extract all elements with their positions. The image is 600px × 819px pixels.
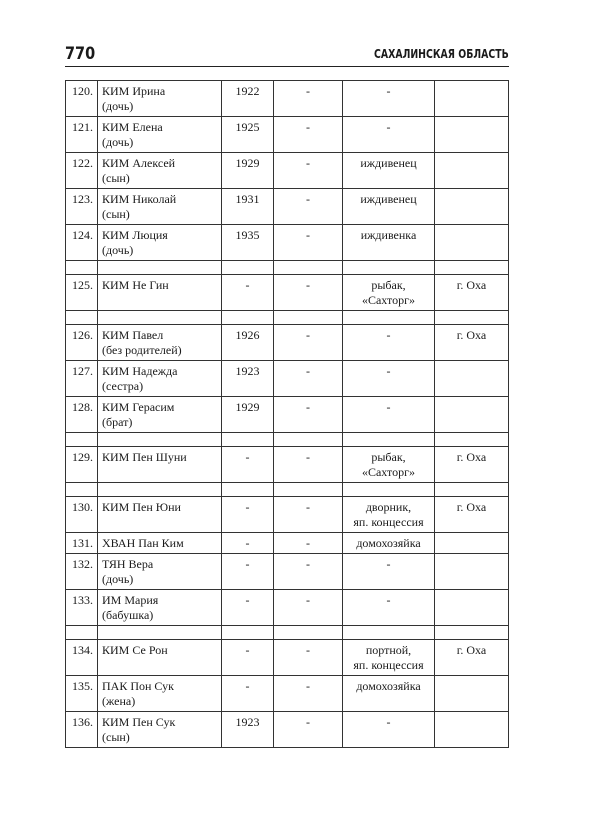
occupation-line-1: - [386, 593, 391, 607]
occupation-cell [343, 497, 435, 533]
empty-cell [274, 483, 343, 497]
person-name-cell [98, 325, 222, 361]
empty-cell [66, 433, 98, 447]
column-4-cell: - [274, 81, 343, 117]
record-number-cell: 124. [66, 225, 98, 261]
record-number-cell: 135. [66, 676, 98, 712]
empty-cell [435, 626, 509, 640]
occupation-cell [343, 640, 435, 676]
person-name: КИМ Герасим [102, 400, 175, 414]
occupation-cell [343, 189, 435, 225]
person-name-cell [98, 225, 222, 261]
column-4-cell: - [274, 225, 343, 261]
empty-cell [274, 261, 343, 275]
person-relation: (сын) [102, 730, 130, 744]
occupation-cell [343, 117, 435, 153]
birth-year-cell: 1935 [222, 225, 274, 261]
occupation-line-1: - [386, 364, 391, 378]
occupation-line-2: «Сахторг» [361, 465, 416, 479]
person-name-cell [98, 397, 222, 433]
person-name: КИМ Ирина [102, 84, 166, 98]
birth-year-cell: - [222, 554, 274, 590]
person-relation: (сестра) [102, 379, 144, 393]
column-4-cell: - [274, 533, 343, 554]
occupation-cell [343, 554, 435, 590]
birth-year-cell: - [222, 676, 274, 712]
person-name-cell [98, 533, 222, 554]
occupation-cell [343, 225, 435, 261]
birth-year-cell: - [222, 275, 274, 311]
person-name-cell [98, 81, 222, 117]
birth-year-cell: 1923 [222, 712, 274, 748]
person-name: КИМ Пен Сук [102, 715, 176, 729]
birth-year-cell: 1929 [222, 153, 274, 189]
page-header [65, 44, 509, 66]
table-row [66, 225, 509, 261]
occupation-cell [343, 397, 435, 433]
table-row [66, 153, 509, 189]
person-name-cell [98, 189, 222, 225]
record-number-cell: 131. [66, 533, 98, 554]
records-table [65, 80, 509, 748]
place-cell: г. Оха [435, 325, 509, 361]
empty-cell [343, 433, 435, 447]
occupation-cell [343, 153, 435, 189]
table-row [66, 325, 509, 361]
empty-cell [66, 311, 98, 325]
person-relation: (бабушка) [102, 608, 154, 622]
record-number-cell: 129. [66, 447, 98, 483]
occupation-cell [343, 533, 435, 554]
column-4-cell: - [274, 275, 343, 311]
birth-year-cell: 1922 [222, 81, 274, 117]
occupation-line-1: домохозяйка [356, 536, 421, 550]
empty-cell [98, 483, 222, 497]
place-cell [435, 676, 509, 712]
empty-cell [222, 483, 274, 497]
spacer-row [66, 626, 509, 640]
empty-cell [98, 261, 222, 275]
occupation-cell [343, 712, 435, 748]
birth-year-cell: - [222, 533, 274, 554]
place-cell [435, 225, 509, 261]
person-name: КИМ Елена [102, 120, 163, 134]
record-number-cell: 136. [66, 712, 98, 748]
place-cell [435, 117, 509, 153]
person-name: КИМ Се Рон [102, 643, 168, 657]
record-number-cell: 127. [66, 361, 98, 397]
person-name: КИМ Люция [102, 228, 168, 242]
column-4-cell: - [274, 361, 343, 397]
empty-cell [343, 311, 435, 325]
empty-cell [274, 311, 343, 325]
occupation-line-1: портной, [365, 643, 412, 657]
birth-year-cell: 1925 [222, 117, 274, 153]
occupation-line-1: дворник, [365, 500, 412, 514]
record-number-cell: 120. [66, 81, 98, 117]
table-row [66, 533, 509, 554]
empty-cell [343, 483, 435, 497]
column-4-cell: - [274, 153, 343, 189]
column-4-cell: - [274, 590, 343, 626]
person-name-cell [98, 361, 222, 397]
spacer-row [66, 433, 509, 447]
place-cell [435, 554, 509, 590]
place-cell: г. Оха [435, 640, 509, 676]
column-4-cell: - [274, 554, 343, 590]
record-number-cell: 121. [66, 117, 98, 153]
person-relation: (дочь) [102, 243, 134, 257]
empty-cell [66, 261, 98, 275]
person-name: КИМ Пен Юни [102, 500, 181, 514]
empty-cell [435, 483, 509, 497]
empty-cell [66, 626, 98, 640]
place-cell [435, 153, 509, 189]
occupation-cell [343, 361, 435, 397]
table-row [66, 497, 509, 533]
table-row [66, 189, 509, 225]
header-rule [65, 66, 509, 67]
occupation-line-1: - [386, 328, 391, 342]
occupation-line-1: - [386, 120, 391, 134]
column-4-cell: - [274, 397, 343, 433]
table-row [66, 640, 509, 676]
place-cell [435, 81, 509, 117]
person-name-cell [98, 275, 222, 311]
occupation-line-1: иждивенка [360, 228, 417, 242]
person-relation: (без родителей) [102, 343, 182, 357]
place-cell [435, 361, 509, 397]
column-4-cell: - [274, 676, 343, 712]
table-row [66, 590, 509, 626]
empty-cell [343, 626, 435, 640]
table-row [66, 554, 509, 590]
empty-cell [222, 261, 274, 275]
empty-cell [435, 433, 509, 447]
person-relation: (дочь) [102, 99, 134, 113]
person-relation: (сын) [102, 171, 130, 185]
occupation-cell [343, 590, 435, 626]
occupation-line-1: рыбак, [371, 278, 406, 292]
person-name-cell [98, 554, 222, 590]
column-4-cell: - [274, 189, 343, 225]
birth-year-cell: - [222, 497, 274, 533]
occupation-line-2: яп. концессия [353, 658, 424, 672]
birth-year-cell: 1926 [222, 325, 274, 361]
occupation-line-1: - [386, 557, 391, 571]
empty-cell [222, 311, 274, 325]
person-relation: (сын) [102, 207, 130, 221]
records-table-body [66, 81, 509, 748]
occupation-line-1: рыбак, [371, 450, 406, 464]
occupation-line-1: - [386, 84, 391, 98]
table-row [66, 361, 509, 397]
record-number-cell: 122. [66, 153, 98, 189]
place-cell [435, 712, 509, 748]
person-name: КИМ Павел [102, 328, 164, 342]
birth-year-cell: 1929 [222, 397, 274, 433]
empty-cell [274, 433, 343, 447]
occupation-cell [343, 81, 435, 117]
occupation-cell [343, 676, 435, 712]
person-name-cell [98, 676, 222, 712]
birth-year-cell: - [222, 447, 274, 483]
occupation-line-1: - [386, 400, 391, 414]
occupation-line-2: яп. концессия [353, 515, 424, 529]
running-title: САХАЛИНСКАЯ ОБЛАСТЬ [374, 47, 509, 61]
record-number-cell: 125. [66, 275, 98, 311]
occupation-line-1: - [386, 715, 391, 729]
occupation-line-2: «Сахторг» [361, 293, 416, 307]
empty-cell [98, 433, 222, 447]
spacer-row [66, 311, 509, 325]
empty-cell [98, 311, 222, 325]
occupation-line-1: иждивенец [360, 156, 417, 170]
empty-cell [222, 433, 274, 447]
table-row [66, 397, 509, 433]
empty-cell [435, 311, 509, 325]
person-name: ИМ Мария [102, 593, 159, 607]
person-relation: (жена) [102, 694, 136, 708]
person-name-cell [98, 712, 222, 748]
person-name-cell [98, 153, 222, 189]
birth-year-cell: - [222, 640, 274, 676]
record-number-cell: 133. [66, 590, 98, 626]
column-4-cell: - [274, 447, 343, 483]
spacer-row [66, 261, 509, 275]
place-cell: г. Оха [435, 497, 509, 533]
person-name: КИМ Алексей [102, 156, 176, 170]
column-4-cell: - [274, 497, 343, 533]
table-row [66, 275, 509, 311]
page-number: 770 [65, 44, 96, 64]
table-row [66, 81, 509, 117]
empty-cell [98, 626, 222, 640]
empty-cell [343, 261, 435, 275]
person-name-cell [98, 447, 222, 483]
person-name: КИМ Не Гин [102, 278, 169, 292]
empty-cell [66, 483, 98, 497]
record-number-cell: 128. [66, 397, 98, 433]
empty-cell [222, 626, 274, 640]
column-4-cell: - [274, 325, 343, 361]
person-name: ПАК Пон Сук [102, 679, 174, 693]
person-name: ХВАН Пан Ким [102, 536, 184, 550]
birth-year-cell: 1923 [222, 361, 274, 397]
person-name: КИМ Николай [102, 192, 177, 206]
person-name-cell [98, 117, 222, 153]
person-relation: (брат) [102, 415, 133, 429]
occupation-line-1: иждивенец [360, 192, 417, 206]
record-number-cell: 132. [66, 554, 98, 590]
occupation-cell [343, 325, 435, 361]
place-cell [435, 533, 509, 554]
record-number-cell: 123. [66, 189, 98, 225]
empty-cell [274, 626, 343, 640]
place-cell [435, 590, 509, 626]
table-row [66, 117, 509, 153]
record-number-cell: 126. [66, 325, 98, 361]
spacer-row [66, 483, 509, 497]
person-name-cell [98, 590, 222, 626]
place-cell [435, 189, 509, 225]
column-4-cell: - [274, 117, 343, 153]
record-number-cell: 130. [66, 497, 98, 533]
table-row [66, 447, 509, 483]
person-relation: (дочь) [102, 572, 134, 586]
occupation-line-1: домохозяйка [356, 679, 421, 693]
birth-year-cell: - [222, 590, 274, 626]
person-name-cell [98, 497, 222, 533]
empty-cell [435, 261, 509, 275]
table-row [66, 676, 509, 712]
place-cell [435, 397, 509, 433]
column-4-cell: - [274, 640, 343, 676]
occupation-cell [343, 447, 435, 483]
person-name: КИМ Надежда [102, 364, 178, 378]
place-cell: г. Оха [435, 275, 509, 311]
column-4-cell: - [274, 712, 343, 748]
occupation-cell [343, 275, 435, 311]
place-cell: г. Оха [435, 447, 509, 483]
person-name: КИМ Пен Шуни [102, 450, 187, 464]
table-row [66, 712, 509, 748]
person-name-cell [98, 640, 222, 676]
person-relation: (дочь) [102, 135, 134, 149]
birth-year-cell: 1931 [222, 189, 274, 225]
record-number-cell: 134. [66, 640, 98, 676]
person-name: ТЯН Вера [102, 557, 154, 571]
